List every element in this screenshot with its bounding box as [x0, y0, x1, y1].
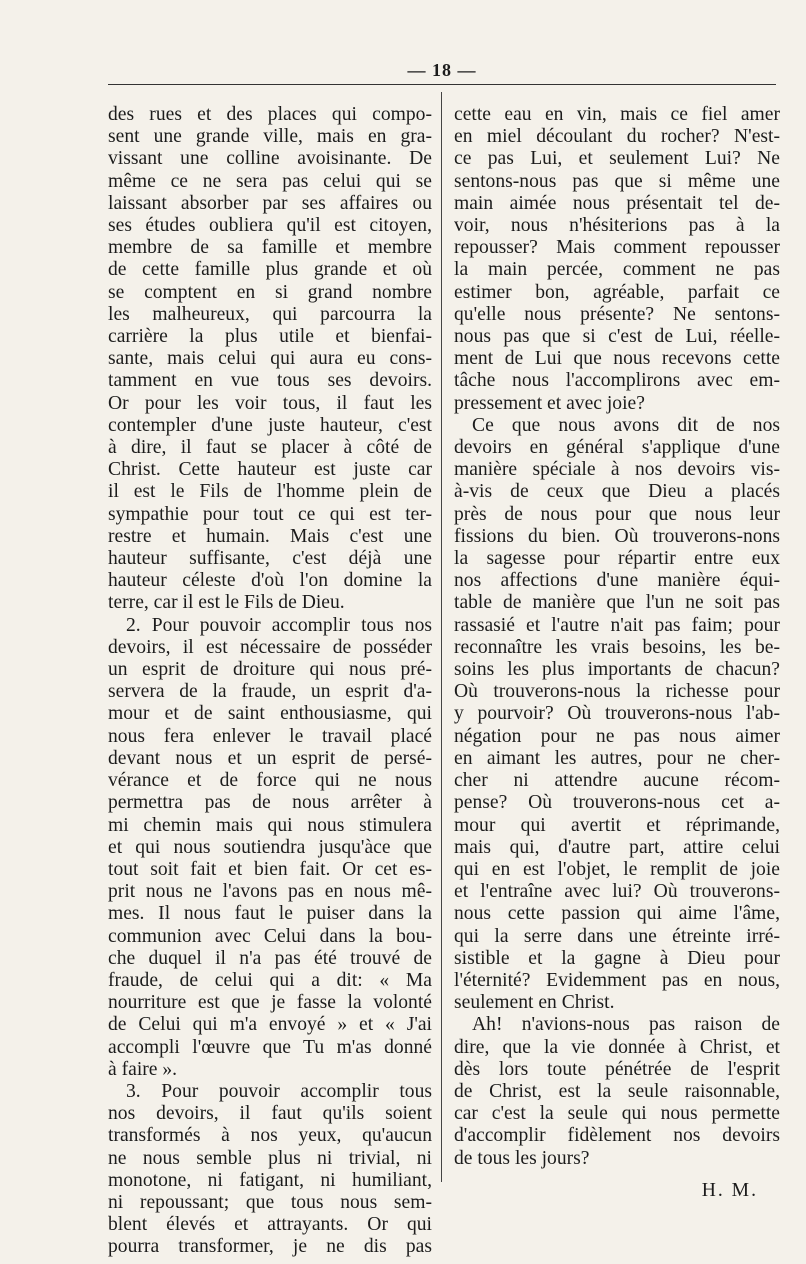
- text-line: y pourvoir? Où trouverons-nous l'ab-: [454, 703, 780, 725]
- text-line: ce pas Lui, et seulement Lui? Ne: [454, 148, 780, 170]
- text-line: cher ni attendre aucune récom-: [454, 770, 780, 792]
- text-line: Or pour les voir tous, il faut les: [108, 392, 432, 414]
- text-line: blent élevés et attrayants. Or qui: [108, 1214, 432, 1236]
- text-line: soins les plus importants de chacun?: [454, 659, 780, 681]
- text-line: l'éternité? Evidemment pas en nous,: [454, 969, 780, 991]
- text-line: estimer bon, agréable, parfait ce: [454, 281, 780, 303]
- text-line: terre, car il est le Fils de Dieu.: [108, 592, 345, 614]
- column-divider: [441, 92, 442, 1182]
- text-line: carrière la plus utile et bienfai-: [108, 326, 432, 348]
- text-line: nous fera enlever le travail placé: [108, 725, 432, 747]
- text-line: un esprit de droiture qui nous pré-: [108, 659, 432, 681]
- text-line: fraude, de celui qui a dit: « Ma: [108, 969, 432, 991]
- text-line: car c'est la seule qui nous permette: [454, 1103, 780, 1125]
- text-line: tâche nous l'accomplirons avec em-: [454, 370, 780, 392]
- text-line: seulement en Christ.: [454, 992, 615, 1014]
- text-line: à faire ».: [108, 1058, 178, 1080]
- text-line: et qui nous soutiendra jusqu'àce que: [108, 836, 432, 858]
- page-header: [108, 58, 776, 85]
- text-line: qui la serre dans une étreinte irré-: [454, 925, 780, 947]
- text-line: monotone, ni fatigant, ni humiliant,: [108, 1169, 432, 1191]
- text-line: prit nous ne l'avons pas en nous mê-: [108, 881, 432, 903]
- text-line: la sagesse pour répartir entre eux: [454, 548, 780, 570]
- text-line: de Christ, est la seule raisonnable,: [454, 1080, 780, 1102]
- text-line: voir, nous n'hésiterions pas à la: [454, 215, 780, 237]
- text-line: devoirs, il est nécessaire de posséder: [108, 636, 432, 658]
- text-line: nos affections d'une manière équi-: [454, 570, 780, 592]
- text-line: 3. Pour pouvoir accomplir tous: [126, 1080, 432, 1102]
- text-line: négation pour ne pas nous aimer: [454, 725, 780, 747]
- text-line: mes. Il nous faut le puiser dans la: [108, 903, 432, 925]
- text-line: nos devoirs, il faut qu'ils soient: [108, 1103, 432, 1125]
- text-line: et l'entraîne avec lui? Où trouverons-: [454, 881, 780, 903]
- text-line: vérance et de force qui ne nous: [108, 770, 432, 792]
- text-line: près de nous pour que nous leur: [454, 503, 780, 525]
- text-line: dire, que la vie donnée à Christ, et: [454, 1036, 780, 1058]
- text-line: contempler d'une juste hauteur, c'est: [108, 414, 432, 436]
- text-line: nous cette passion qui aime l'âme,: [454, 903, 780, 925]
- text-line: manière spéciale à nos devoirs vis-: [454, 459, 780, 481]
- text-line: les malheureux, qui parcourra la: [108, 303, 432, 325]
- text-line: laissant absorber par ses affaires ou: [108, 192, 432, 214]
- text-line: cette eau en vin, mais ce fiel amer: [454, 104, 780, 125]
- text-line: tout soit fait et bien fait. Or cet es-: [108, 858, 432, 880]
- text-line: reconnaître les vrais besoins, les be-: [454, 636, 780, 658]
- text-line: des rues et des places qui compo-: [108, 104, 432, 125]
- text-line: hauteur suffisante, c'est déjà une: [108, 548, 432, 570]
- text-line: mi chemin mais qui nous stimulera: [108, 814, 432, 836]
- text-line: nous pas que si c'est de Lui, réelle-: [454, 326, 780, 348]
- text-line: sympathie pour tout ce qui est ter-: [108, 503, 432, 525]
- text-line: mais qui, d'autre part, attire celui: [454, 836, 780, 858]
- text-line: ment de Lui que nous recevons cette: [454, 348, 780, 370]
- text-line: devoirs en général s'applique d'une: [454, 437, 780, 459]
- text-line: restre et humain. Mais c'est une: [108, 525, 432, 547]
- text-line: Ah! n'avions-nous pas raison de: [472, 1014, 780, 1036]
- text-line: sante, mais celui qui aura eu cons-: [108, 348, 432, 370]
- text-line: sistible et la gagne à Dieu pour: [454, 947, 780, 969]
- right-column: [454, 104, 780, 1202]
- text-line: même ce ne sera pas celui qui se: [108, 170, 432, 192]
- text-line: ne nous semble plus ni trivial, ni: [108, 1147, 432, 1169]
- text-line: transformés à nos yeux, qu'aucun: [108, 1125, 432, 1147]
- text-line: de cette famille plus grande et où: [108, 259, 432, 281]
- text-line: ni repoussant; que tous nous sem-: [108, 1191, 432, 1213]
- text-line: Où trouverons-nous la richesse pour: [454, 681, 780, 703]
- text-line: sentons-nous pas que si même une: [454, 170, 780, 192]
- page-number: — 18 —: [407, 60, 477, 80]
- text-line: permettra pas de nous arrêter à: [108, 792, 432, 814]
- text-line: accompli l'œuvre que Tu m'as donné: [108, 1036, 432, 1058]
- text-line: devant nous et un esprit de persé-: [108, 747, 432, 769]
- text-line: mour qui avertit et réprimande,: [454, 814, 780, 836]
- text-line: il est le Fils de l'homme plein de: [108, 481, 432, 503]
- text-line: membre de sa famille et membre: [108, 237, 432, 259]
- text-line: communion avec Celui dans la bou-: [108, 925, 432, 947]
- text-line: Ce que nous avons dit de nos: [472, 414, 780, 436]
- text-line: pourra transformer, je ne dis pas: [108, 1236, 432, 1258]
- text-line: se comptent en si grand nombre: [108, 281, 432, 303]
- text-line: hauteur céleste d'où l'on domine la: [108, 570, 432, 592]
- text-line: d'accomplir fidèlement nos devoirs: [454, 1125, 780, 1147]
- text-line: sent une grande ville, mais en gra-: [108, 126, 432, 148]
- left-column: [108, 104, 432, 1259]
- text-line: fissions du bien. Où trouverons-nons: [454, 525, 780, 547]
- author-signature: H. M.: [701, 1179, 758, 1201]
- text-line: ses études oubliera qu'il est citoyen,: [108, 215, 432, 237]
- text-line: la main percée, comment ne pas: [454, 259, 780, 281]
- text-line: de Celui qui m'a envoyé » et « J'ai: [108, 1014, 432, 1036]
- text-line: pressement et avec joie?: [454, 392, 645, 414]
- text-line: rassasié et l'autre n'ait pas faim; pour: [454, 614, 780, 636]
- text-line: vissant une colline avoisinante. De: [108, 148, 432, 170]
- text-line: Christ. Cette hauteur est juste car: [108, 459, 432, 481]
- text-line: nourriture est que je fasse la volonté: [108, 992, 432, 1014]
- text-line: che duquel il n'a pas été trouvé de: [108, 947, 432, 969]
- text-line: en miel découlant du rocher? N'est-: [454, 126, 780, 148]
- text-line: à dire, il faut se placer à côté de: [108, 437, 432, 459]
- text-line: main aimée nous présentait tel de-: [454, 192, 780, 214]
- text-line: qu'elle nous présente? Ne sentons-: [454, 303, 780, 325]
- text-line: qui en est l'objet, le remplit de joie: [454, 858, 780, 880]
- text-line: pense? Où trouverons-nous cet a-: [454, 792, 780, 814]
- text-line: en aimant les autres, pour ne cher-: [454, 747, 780, 769]
- text-line: dès lors toute pénétrée de l'esprit: [454, 1058, 780, 1080]
- text-line: 2. Pour pouvoir accomplir tous nos: [126, 614, 432, 636]
- text-line: mour et de saint enthousiasme, qui: [108, 703, 432, 725]
- text-line: repousser? Mais comment repousser: [454, 237, 780, 259]
- text-line: tamment en vue tous ses devoirs.: [108, 370, 432, 392]
- text-line: servera de la fraude, un esprit d'a-: [108, 681, 432, 703]
- text-line: table de manière que l'un ne soit pas: [454, 592, 780, 614]
- text-line: de tous les jours?: [454, 1147, 590, 1169]
- text-line: à-vis de ceux que Dieu a placés: [454, 481, 780, 503]
